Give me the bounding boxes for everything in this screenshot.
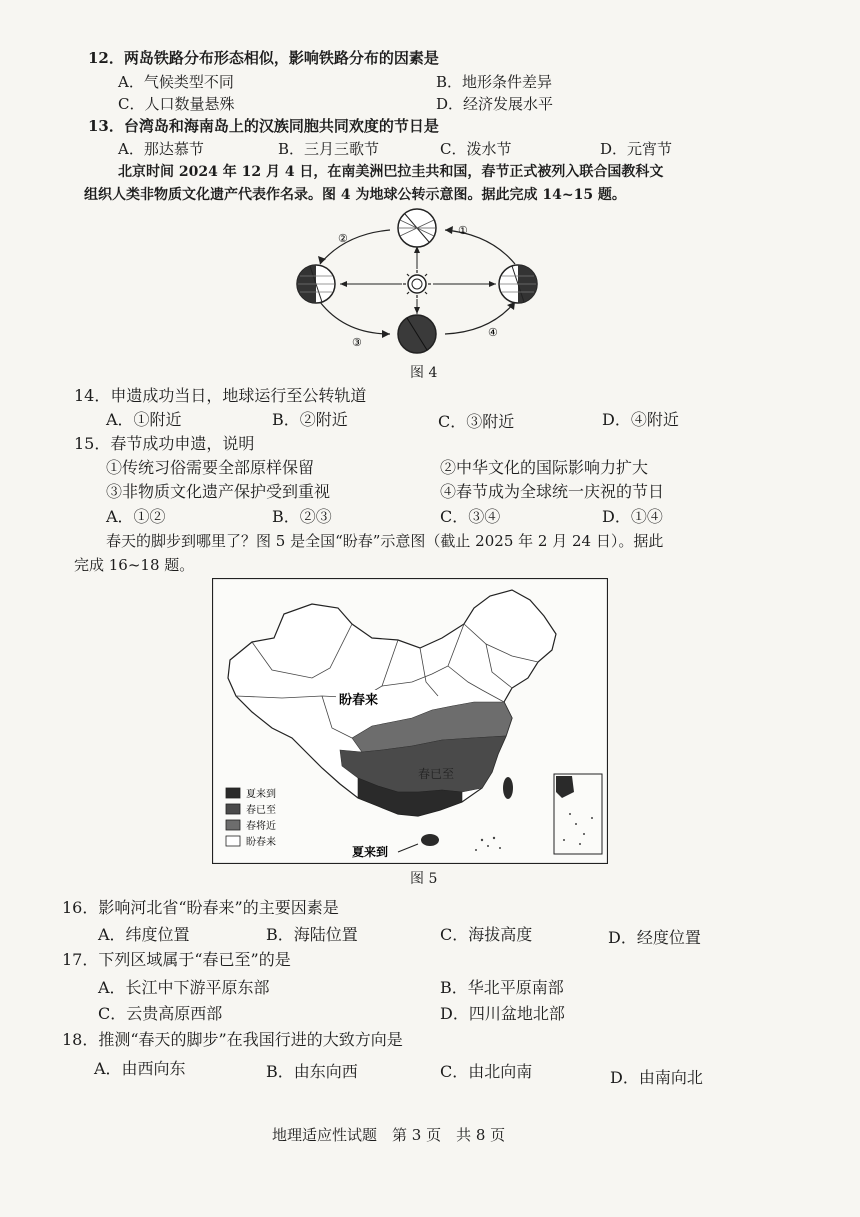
q18-stem: 18．推测“春天的脚步”在我国行进的大致方向是 — [62, 1030, 403, 1049]
figure-5-caption: 图 5 — [410, 871, 438, 887]
q16-stem: 16．影响河北省“盼春来”的主要因素是 — [62, 898, 339, 917]
q12-option-a: A．气候类型不同 — [118, 73, 234, 91]
q15-option-c: C．③④ — [440, 507, 501, 526]
legend-label-spring-near: 春将近 — [246, 821, 276, 832]
q18-option-c: C．由北向南 — [440, 1062, 533, 1081]
figure-4-orbit-diagram — [290, 206, 550, 356]
map-label-pan-chun: 盼春来 — [339, 693, 379, 708]
intro-14-15-line2: 组织人类非物质文化遗产代表作名录。图 4 为地球公转示意图。据此完成 14~15 题。 — [84, 187, 626, 203]
q14-option-c: C．③附近 — [438, 412, 515, 431]
q17-stem: 17．下列区域属于“春已至”的是 — [62, 950, 291, 969]
map-label-xia-lai-dao: 夏来到 — [352, 845, 389, 859]
legend-label-summer: 夏来到 — [246, 789, 276, 800]
q13-stem: 13．台湾岛和海南岛上的汉族同胞共同欢度的节日是 — [88, 117, 439, 135]
intro-14-15-line1: 北京时间 2024 年 12 月 4 日，在南美洲巴拉圭共和国，春节正式被列入联合国教科文 — [118, 164, 664, 180]
legend-label-spring-arrived: 春已至 — [246, 805, 276, 816]
q15-option-d: D．①④ — [602, 507, 663, 526]
legend-swatch-spring-near — [226, 820, 240, 830]
q12-option-c: C．人口数量悬殊 — [118, 95, 235, 113]
hainan-island — [421, 834, 439, 846]
q17-option-a: A．长江中下游平原东部 — [98, 978, 270, 997]
q17-option-b: B．华北平原南部 — [440, 978, 564, 997]
orbit-arc-top-left — [320, 230, 390, 264]
orbit-arc-top-right — [445, 230, 515, 264]
q17-option-c: C．云贵高原西部 — [98, 1004, 223, 1023]
q13-option-b: B．三月三歌节 — [278, 140, 380, 158]
intro-16-18-line1: 春天的脚步到哪里了？图 5 是全国“盼春”示意图（截止 2025 年 2 月 24 日）。据此 — [106, 532, 664, 550]
map-label-chun-yi-zhi: 春已至 — [418, 767, 455, 781]
q16-option-b: B．海陆位置 — [266, 925, 358, 944]
q17-option-d: D．四川盆地北部 — [440, 1004, 565, 1023]
q14-option-b: B．②附近 — [272, 410, 348, 429]
page-footer: 地理适应性试题 第 3 页 共 8 页 — [272, 1126, 506, 1144]
q14-stem: 14．申遗成功当日，地球运行至公转轨道 — [74, 386, 367, 405]
q12-stem: 12．两岛铁路分布形态相似，影响铁路分布的因素是 — [88, 49, 439, 67]
q12-option-d: D．经济发展水平 — [436, 95, 554, 113]
legend-swatch-summer — [226, 788, 240, 798]
q13-option-a: A．那达慕节 — [118, 140, 204, 158]
earth-top-icon — [398, 209, 436, 247]
legend-label-awaiting: 盼春来 — [246, 837, 276, 848]
figure-4-caption: 图 4 — [410, 365, 438, 381]
orbit-label-3: ③ — [352, 336, 362, 349]
q18-option-b: B．由东向西 — [266, 1062, 358, 1081]
q15-statement-1: ①传统习俗需要全部原样保留 — [106, 458, 315, 477]
sun-icon — [403, 270, 431, 298]
earth-bottom-icon — [398, 315, 436, 353]
q15-option-b: B．②③ — [272, 507, 332, 526]
orbit-label-4: ④ — [488, 326, 498, 339]
q15-statement-2: ②中华文化的国际影响力扩大 — [440, 458, 649, 477]
orbit-label-2: ② — [338, 232, 348, 245]
q13-option-c: C．泼水节 — [440, 140, 512, 158]
intro-16-18-line2: 完成 16~18 题。 — [74, 556, 195, 574]
q16-option-d: D．经度位置 — [608, 928, 701, 947]
q15-statement-4: ④春节成为全球统一庆祝的节日 — [440, 482, 665, 501]
earth-right-icon — [499, 265, 537, 303]
figure-5-china-map — [212, 578, 608, 864]
q18-option-a: A．由西向东 — [94, 1059, 186, 1078]
q14-option-d: D．④附近 — [602, 410, 679, 429]
q15-stem: 15．春节成功申遗，说明 — [74, 434, 255, 453]
orbit-arc-bottom-right — [445, 302, 515, 334]
orbit-arc-bottom-left — [320, 302, 390, 334]
q16-option-c: C．海拔高度 — [440, 925, 533, 944]
orbit-label-1: ① — [458, 224, 468, 237]
legend-swatch-spring-arrived — [226, 804, 240, 814]
q15-statement-3: ③非物质文化遗产保护受到重视 — [106, 482, 331, 501]
taiwan-island — [503, 777, 513, 799]
q16-option-a: A．纬度位置 — [98, 925, 190, 944]
legend-swatch-awaiting — [226, 836, 240, 846]
q15-option-a: A．①② — [106, 507, 166, 526]
q12-option-b: B．地形条件差异 — [436, 73, 553, 91]
q13-option-d: D．元宵节 — [600, 140, 673, 158]
q14-option-a: A．①附近 — [106, 410, 182, 429]
earth-left-icon — [297, 265, 335, 303]
q18-option-d: D．由南向北 — [610, 1068, 703, 1087]
